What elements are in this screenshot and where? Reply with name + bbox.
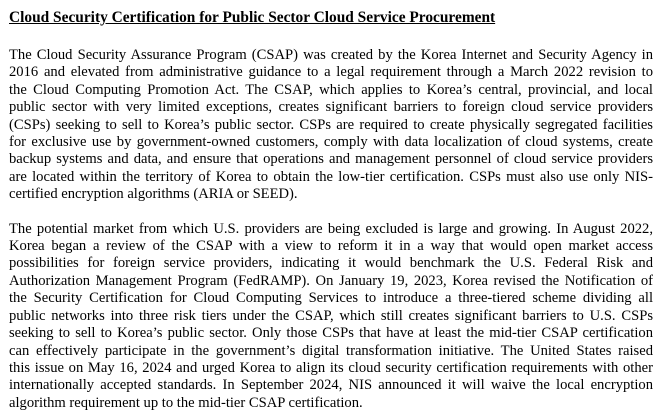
text-line: The potential market from which U.S. providers are being excluded is large and growing. In August 2022, [9, 220, 653, 237]
text-line: certified encryption algorithms (ARIA or SEED). [9, 186, 298, 203]
document-page [9, 9, 653, 412]
text-line: (CSPs) seeking to sell to Korea’s public sector. CSPs are required to create physically segregated facilities [9, 116, 653, 133]
text-line: are located within the territory of Korea to obtain the low-tier certification. CSPs must also use only NIS- [9, 168, 653, 185]
text-line: Korea began a review of the CSAP with a view to reform it in a way that would open market access [9, 238, 653, 255]
page-title: Cloud Security Certification for Public Sector Cloud Service Procurement [9, 9, 496, 26]
text-line: internationally accepted standards. In September 2024, NIS announced it will waive the local encryption [9, 377, 653, 394]
text-line: this issue on May 16, 2024 and urged Korea to align its cloud security certification requirements with other [9, 359, 653, 376]
text-line: can effectively participate in the government’s digital transformation initiative. The United States raised [9, 342, 653, 359]
text-line: algorithm requirement up to the mid-tier CSAP certification. [9, 394, 363, 411]
text-line: backup systems and data, and ensure that operations and management personnel of cloud service providers [9, 151, 653, 168]
text-line: Authorization Management Program (FedRAMP). On January 19, 2023, Korea revised the Notification of [9, 272, 653, 289]
text-line: seeking to sell to Korea’s public sector. Only those CSPs that have at least the mid-tier CSAP certification [9, 325, 653, 342]
text-line: 2016 and elevated from administrative guidance to a legal requirement through a March 2022 revision to [9, 64, 653, 81]
paragraph-market-reform [9, 221, 653, 412]
paragraph-csap-overview [9, 47, 653, 204]
text-line: the Cloud Computing Promotion Act. The CSAP, which applies to Korea’s central, provincial, and local [9, 81, 653, 98]
text-line: public sector with very limited exceptions, creates significant barriers to foreign cloud service providers [9, 99, 653, 116]
text-line: for exclusive use by government-owned customers, comply with data localization of cloud systems, create [9, 134, 653, 151]
text-line: public networks into three risk tiers under the CSAP, which still creates significant barriers to U.S. CSPs [9, 307, 653, 324]
paragraph-spacer [9, 204, 653, 221]
text-line: the Security Certification for Cloud Computing Services to introduce a three-tiered scheme dividing all [9, 290, 653, 307]
text-line: possibilities for foreign service providers, indicating it would benchmark the U.S. Federal Risk and [9, 255, 653, 272]
text-line: The Cloud Security Assurance Program (CSAP) was created by the Korea Internet and Security Agency in [9, 47, 653, 63]
